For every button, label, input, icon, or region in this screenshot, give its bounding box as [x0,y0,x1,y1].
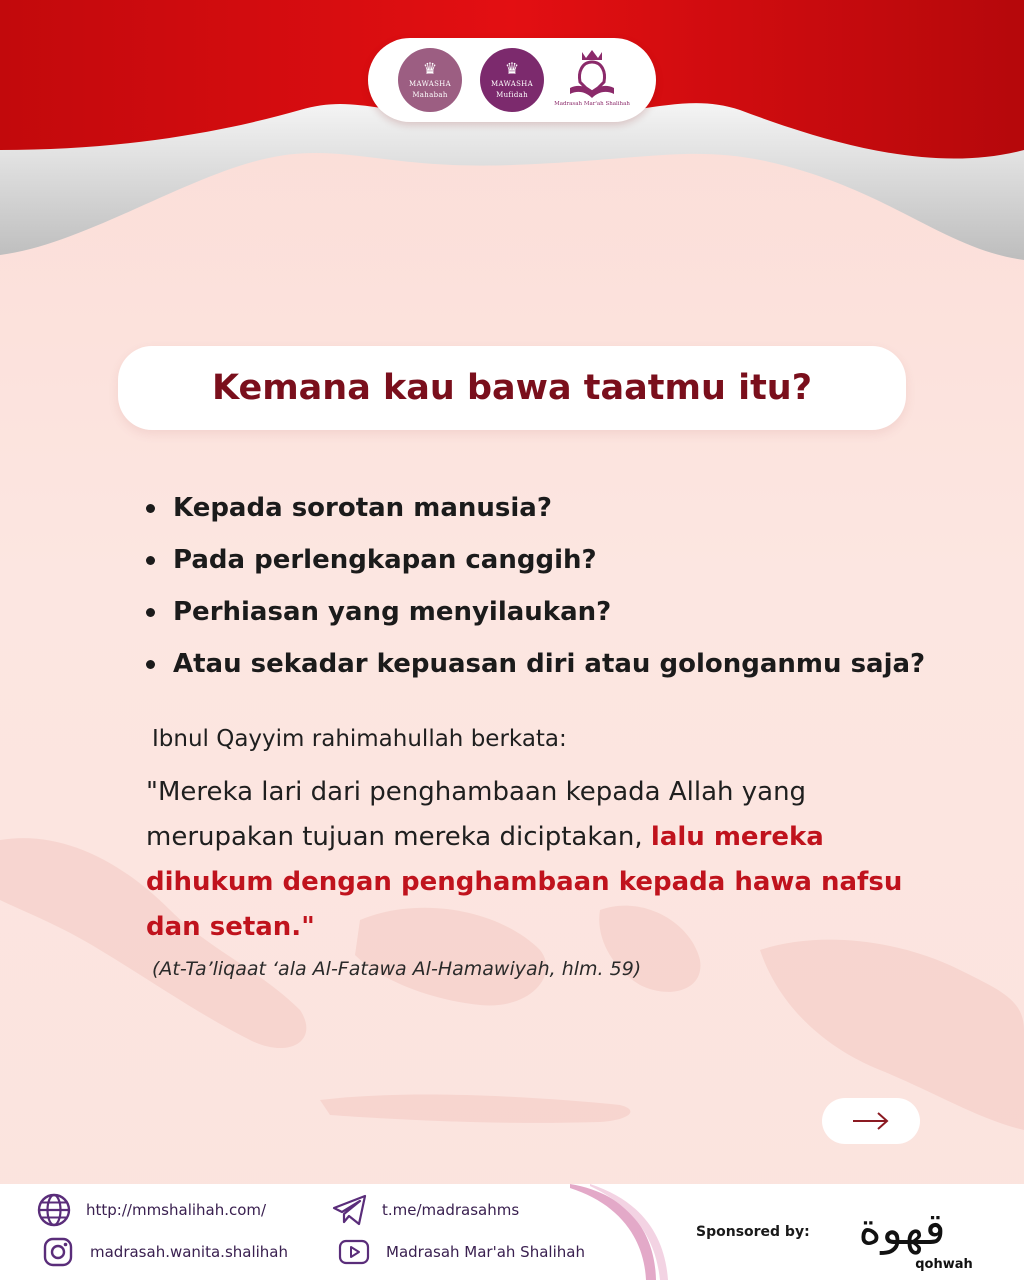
footer [0,1184,1024,1280]
instagram-icon [40,1234,76,1270]
logo-1-name: MAWASHA [409,80,451,88]
arrow-right-icon [851,1111,891,1131]
sponsor-arabic: قهوة [858,1204,946,1255]
bullet-icon [146,608,155,617]
bullet-icon [146,660,155,669]
mawasha-mufidah-logo [480,48,544,112]
next-button[interactable] [822,1098,920,1144]
website-link[interactable] [36,1192,266,1228]
sponsor-name: qohwah [915,1257,973,1272]
bullet-icon [146,556,155,565]
quote-source: (At-Ta’liqaat ‘ala Al-Fatawa Al-Hamawiyah, hlm. 59) [152,958,642,980]
telegram-icon [332,1192,368,1228]
madrasah-marah-shalihah-logo [556,44,628,116]
logo-1-subtitle: Mahabah [412,91,448,99]
title-card [118,346,906,430]
mawasha-mahabah-logo [398,48,462,112]
youtube-icon [336,1234,372,1270]
website-text: http://mmshalihah.com/ [86,1201,267,1219]
crown-icon: ♛ [504,59,520,78]
sponsor-label: Sponsored by: [696,1224,810,1240]
instagram-text: madrasah.wanita.shalihah [90,1243,288,1261]
quote-plain: "Mereka lari dari penghambaan kepada Allah yang merupakan tujuan mereka diciptakan, [146,777,807,852]
bullet-icon [146,504,155,513]
telegram-text: t.me/madrasahms [382,1201,520,1219]
logo-3-name: Madrasah Mar'ah Shalihah [554,101,630,107]
quote-highlight: lalu mereka dihukum dengan penghambaan kepada hawa nafsu dan setan." [146,822,903,942]
list-item-text: Atau sekadar kepuasan diri atau golonganmu saja? [173,649,926,679]
logo-2-subtitle: Mufidah [496,91,528,99]
youtube-link[interactable] [336,1234,585,1270]
crown-icon: ♛ [422,59,438,78]
question-list [146,482,925,690]
list-item [146,638,925,690]
madrasah-emblem-icon [564,44,620,100]
logo-2-name: MAWASHA [491,80,533,88]
list-item-text: Perhiasan yang menyilaukan? [173,597,612,627]
youtube-text: Madrasah Mar'ah Shalihah [386,1243,585,1261]
list-item-text: Kepada sorotan manusia? [173,493,552,523]
list-item [146,534,925,586]
list-item-text: Pada perlengkapan canggih? [173,545,597,575]
instagram-link[interactable] [40,1234,288,1270]
quote-intro: Ibnul Qayyim rahimahullah berkata: [152,726,567,752]
logo-bar [368,38,656,122]
list-item [146,586,925,638]
page-title: Kemana kau bawa taatmu itu? [211,368,813,408]
telegram-link[interactable] [332,1192,519,1228]
globe-icon [36,1192,72,1228]
qohwah-logo [836,1194,976,1274]
quote-text [146,770,906,950]
list-item [146,482,925,534]
